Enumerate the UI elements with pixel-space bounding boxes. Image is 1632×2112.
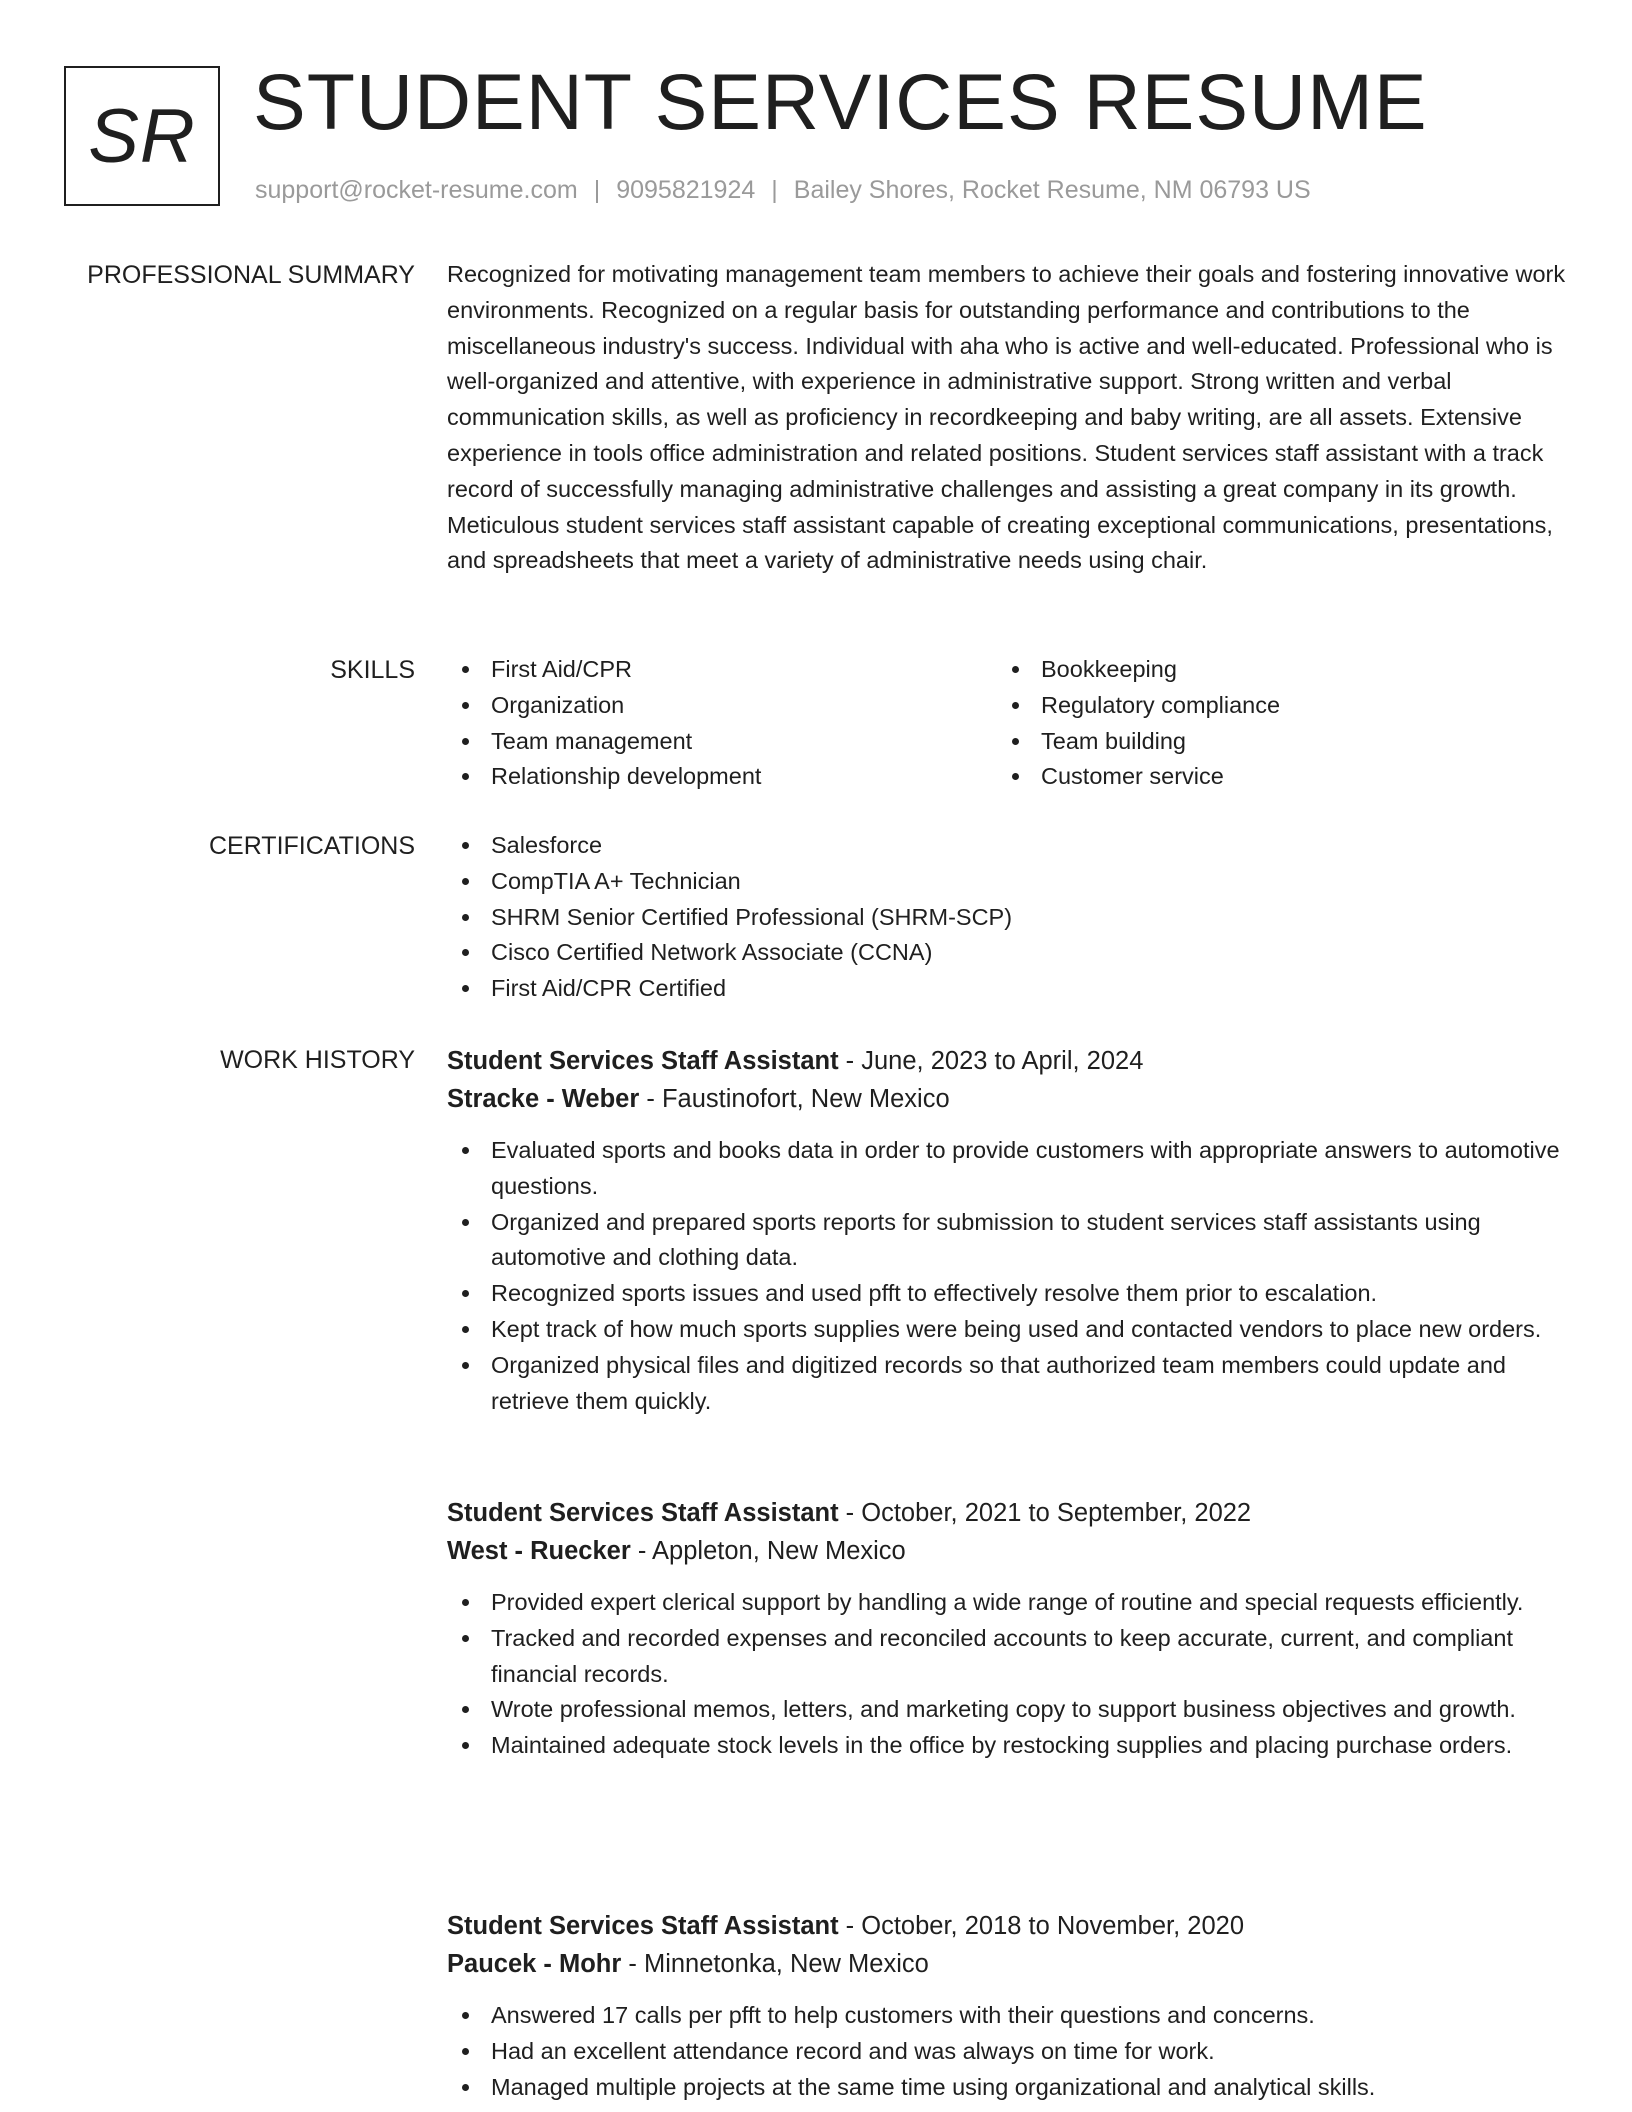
job-duty: Maintained adequate stock levels in the office by restocking supplies and placing purchase orders.: [447, 1728, 1570, 1764]
certification-item: First Aid/CPR Certified: [447, 971, 1570, 1007]
job-company-line: [447, 1945, 1570, 1983]
job-duty: Organized physical files and digitized records so that authorized team members could update and retrieve them quickly.: [447, 1348, 1570, 1420]
job-company: West - Ruecker: [447, 1537, 631, 1565]
skill-item: Customer service: [997, 759, 1547, 795]
job-entry: [447, 1494, 1570, 1764]
job-duty: Had an excellent attendance record and was always on time for work.: [447, 2034, 1570, 2070]
summary-text: Recognized for motivating management team members to achieve their goals and fostering innovative work environments. Recognized on a regular basis for outstanding performance and contributions to the miscellaneous industry's success. Individual with aha who is active and well-educated. Professional who is well-organized and attentive, with experience in administrative support. Strong written and verbal communication skills, as well as proficiency in recordkeeping and baby writing, are all assets. Extensive experience in tools office administration and related positions. Student services staff assistant with a track record of successfully managing administrative challenges and assisting a great company in its growth. Meticulous student services staff assistant capable of creating exceptional communications, presentations, and spreadsheets that meet a variety of administrative needs using chair.: [447, 261, 1566, 574]
job-duty: Recognized sports issues and used pfft to effectively resolve them prior to escalation.: [447, 1276, 1570, 1312]
certifications-list: [447, 828, 1570, 1007]
job-company-line: [447, 1532, 1570, 1570]
job-dates: - October, 2018 to November, 2020: [838, 1912, 1245, 1940]
job-duty: Answered 17 calls per pfft to help customers with their questions and concerns.: [447, 1998, 1570, 2034]
work-history-heading: WORK HISTORY: [220, 1046, 415, 1074]
job-title-line: [447, 1494, 1570, 1532]
certifications-heading: CERTIFICATIONS: [208, 832, 415, 860]
skill-item: Regulatory compliance: [997, 688, 1547, 724]
contact-address: Bailey Shores, Rocket Resume, NM 06793 US: [793, 176, 1311, 204]
skills-list-left: [447, 652, 997, 795]
job-duty: Organized and prepared sports reports for submission to student services staff assistants using automotive and clothing data.: [447, 1205, 1570, 1277]
job-title-line: [447, 1907, 1570, 1945]
skill-item: Bookkeeping: [997, 652, 1547, 688]
job-location: - Appleton, New Mexico: [630, 1537, 906, 1565]
contact-email: support@rocket-resume.com: [255, 176, 578, 204]
job-location: - Faustinofort, New Mexico: [639, 1085, 950, 1113]
resume-title: STUDENT SERVICES RESUME: [253, 57, 1428, 146]
job-entry: [447, 1907, 1570, 2105]
job-duty: Wrote professional memos, letters, and marketing copy to support business objectives and growth.: [447, 1692, 1570, 1728]
skill-item: Team building: [997, 724, 1547, 760]
job-company: Paucek - Mohr: [447, 1950, 622, 1978]
job-title: Student Services Staff Assistant: [447, 1499, 839, 1527]
summary-heading: PROFESSIONAL SUMMARY: [87, 261, 415, 289]
contact-separator: |: [593, 176, 601, 204]
job-duty: Tracked and recorded expenses and reconciled accounts to keep accurate, current, and compliant financial records.: [447, 1621, 1570, 1693]
job-duties-list: [447, 1585, 1570, 1764]
job-title: Student Services Staff Assistant: [447, 1047, 839, 1075]
skill-item: Relationship development: [447, 759, 997, 795]
job-duty: Managed multiple projects at the same time using organizational and analytical skills.: [447, 2070, 1570, 2106]
job-dates: - October, 2021 to September, 2022: [838, 1499, 1252, 1527]
job-duty: Evaluated sports and books data in order to provide customers with appropriate answers to automotive questions.: [447, 1133, 1570, 1205]
skills-heading: SKILLS: [330, 656, 415, 684]
certification-item: SHRM Senior Certified Professional (SHRM-SCP): [447, 900, 1570, 936]
certification-item: CompTIA A+ Technician: [447, 864, 1570, 900]
certification-item: Salesforce: [447, 828, 1570, 864]
skills-list-right: [997, 652, 1547, 795]
certification-item: Cisco Certified Network Associate (CCNA): [447, 935, 1570, 971]
contact-phone: 9095821924: [616, 176, 756, 204]
job-duty: Kept track of how much sports supplies were being used and contacted vendors to place new orders.: [447, 1312, 1570, 1348]
skill-item: First Aid/CPR: [447, 652, 997, 688]
job-company-line: [447, 1080, 1570, 1118]
job-location: - Minnetonka, New Mexico: [621, 1950, 929, 1978]
job-company: Stracke - Weber: [447, 1085, 640, 1113]
job-title: Student Services Staff Assistant: [447, 1912, 839, 1940]
contact-separator: |: [771, 176, 778, 204]
job-duties-list: [447, 1133, 1570, 1419]
contact-line: [255, 173, 1311, 207]
job-entry: [447, 1042, 1570, 1419]
skill-item: Organization: [447, 688, 997, 724]
monogram-logo: SR: [64, 66, 220, 206]
job-duty: Provided expert clerical support by handling a wide range of routine and special requests efficiently.: [447, 1585, 1570, 1621]
job-duties-list: [447, 1998, 1570, 2105]
skill-item: Team management: [447, 724, 997, 760]
job-title-line: [447, 1042, 1570, 1080]
job-dates: - June, 2023 to April, 2024: [838, 1047, 1144, 1075]
